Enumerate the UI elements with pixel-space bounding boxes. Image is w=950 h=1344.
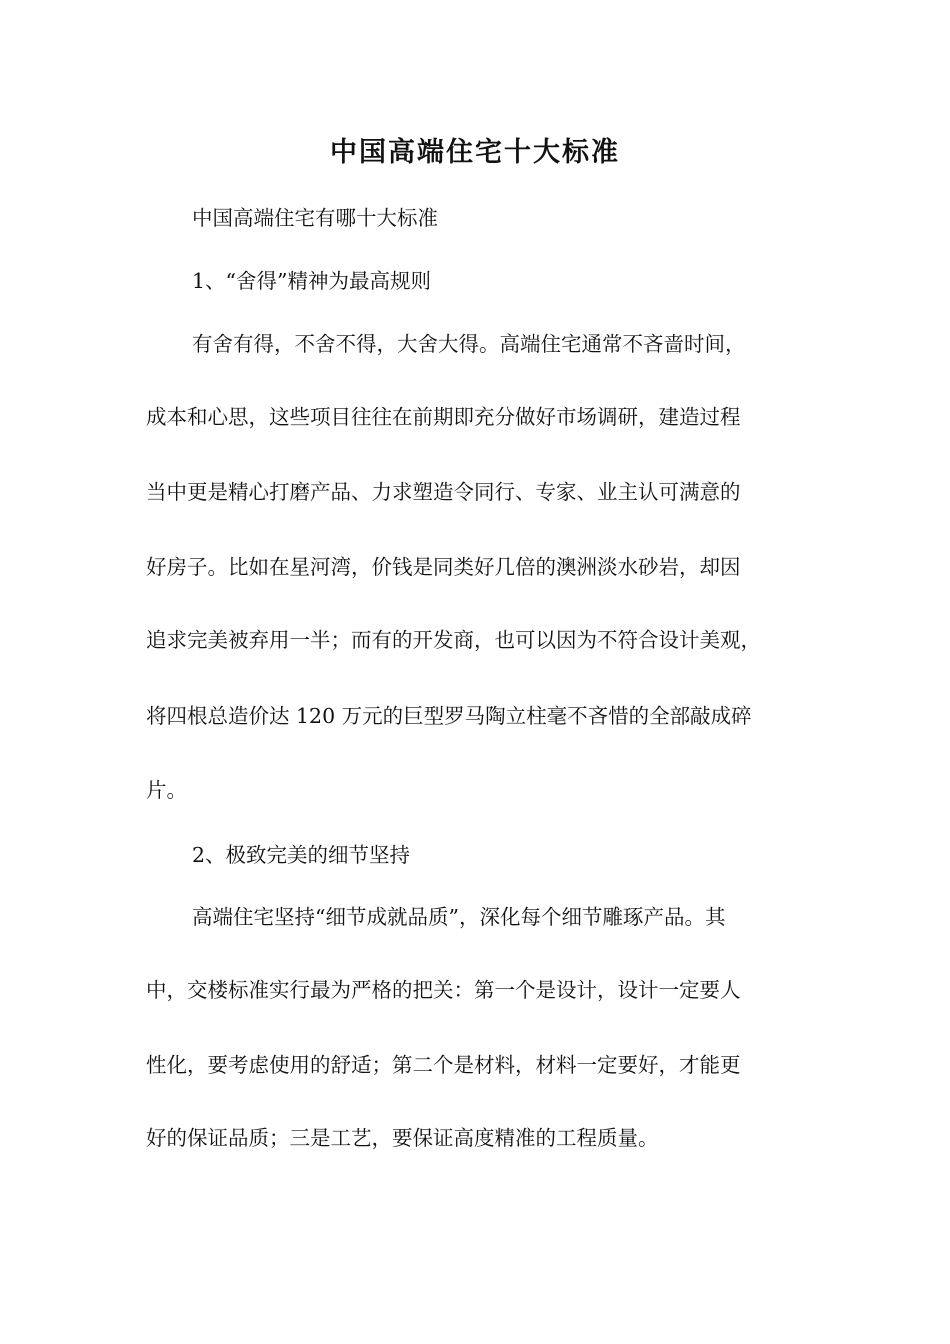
- paragraph-line: 有舍有得，不舍不得，大舍大得。高端住宅通常不吝啬时间，: [192, 332, 746, 356]
- paragraph-line: 好房子。比如在星河湾，价钱是同类好几倍的澳洲淡水砂岩，却因: [146, 555, 741, 579]
- subtitle-line: 中国高端住宅有哪十大标准: [192, 206, 438, 230]
- paragraph-line: 追求完美被弃用一半；而有的开发商，也可以因为不符合设计美观，: [146, 628, 761, 652]
- section-heading-2: 2、极致完美的细节坚持: [192, 843, 411, 867]
- section-heading-1: 1、“舍得”精神为最高规则: [192, 269, 432, 293]
- paragraph-line: 中，交楼标准实行最为严格的把关：第一个是设计，设计一定要人: [146, 978, 741, 1002]
- paragraph-line: 好的保证品质；三是工艺，要保证高度精准的工程质量。: [146, 1126, 659, 1150]
- document-title: 中国高端住宅十大标准: [330, 137, 620, 168]
- paragraph-line: 片。: [146, 778, 187, 802]
- paragraph-line: 当中更是精心打磨产品、力求塑造令同行、专家、业主认可满意的: [146, 480, 741, 504]
- paragraph-line: 性化，要考虑使用的舒适；第二个是材料，材料一定要好，才能更: [146, 1053, 741, 1077]
- paragraph-line: 高端住宅坚持“细节成就品质”，深化每个细节雕琢产品。其: [192, 905, 726, 929]
- paragraph-line: 成本和心思，这些项目往往在前期即充分做好市场调研，建造过程: [146, 405, 741, 429]
- paragraph-line: 将四根总造价达 120 万元的巨型罗马陶立柱毫不吝惜的全部敲成碎: [146, 704, 752, 728]
